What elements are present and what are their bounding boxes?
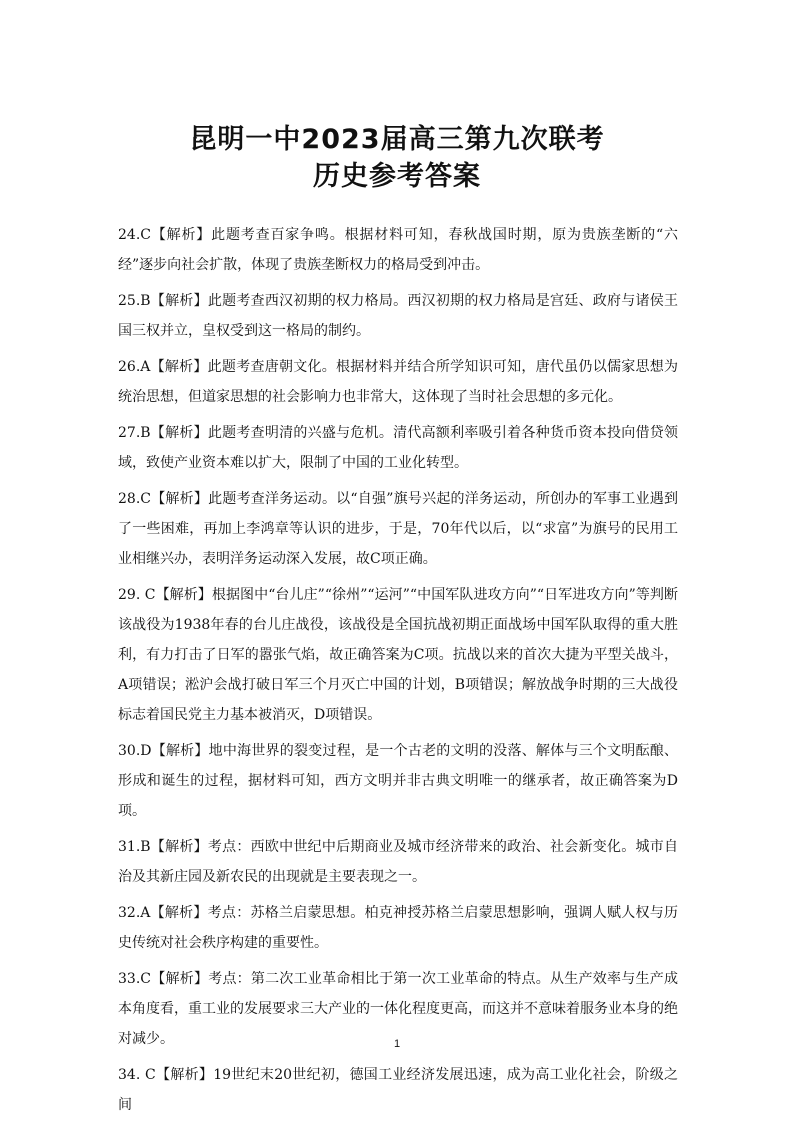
exam-title: 昆明一中2023届高三第九次联考 — [189, 124, 605, 155]
answer-26: 26.A【解析】此题考查唐朝文化。根据材料并结合所学知识可知，唐代虽仍以儒家思想为统治思想，但道家思想的社会影响力也非常大，这体现了当时社会思想的多元化。 — [118, 359, 678, 405]
answer-33: 33.C【解析】考点：第二次工业革命相比于第一次工业革命的特点。从生产效率与生产成本角度看，重工业的发展要求三大产业的一体化程度更高，而这并不意味着服务业本身的绝对减少。 — [118, 971, 678, 1047]
answer-28: 28.C【解析】此题考查洋务运动。以“自强”旗号兴起的洋务运动，所创办的军事工业遇到了一些困难，再加上李鸿章等认识的进步，于是，70年代以后，以“求富”为旗号的民用工业相继兴办，表明洋务运动深入发展，故C项正确。 — [118, 491, 678, 567]
answer-27: 27.B【解析】此题考查明清的兴盛与危机。清代高额利率吸引着各种货币资本投向借贷领域，致使产业资本难以扩大，限制了中国的工业化转型。 — [118, 425, 678, 471]
page-number: 1 — [393, 1038, 401, 1050]
exam-subtitle: 历史参考答案 — [313, 161, 481, 192]
answer-34: 34. C【解析】19世纪末20世纪初，德国工业经济发展迅速，成为高工业化社会，阶级之间 — [118, 1067, 678, 1113]
answer-29: 29. C【解析】根据图中“台儿庄”“徐州”“运河”“中国军队进攻方向”“日军进攻方向”等判断该战役为1938年春的台儿庄战役，该战役是全国抗战初期正面战场中国军队取得的重大胜利，有力打击了日军的嚣张气焰，故正确答案为C项。抗战以来的首次大捷为平型关战斗，A项错误；淞沪会战打破日军三个月灭亡中国的计划，B项错误；解放战争时期的三大战役标志着国民党主力基本被消灭，D项错误。 — [118, 587, 678, 723]
answer-25: 25.B【解析】此题考查西汉初期的权力格局。西汉初期的权力格局是宫廷、政府与诸侯王国三权并立，皇权受到这一格局的制约。 — [118, 293, 678, 339]
answer-31: 31.B【解析】考点：西欧中世纪中后期商业及城市经济带来的政治、社会新变化。城市自治及其新庄园及新农民的出现就是主要表现之一。 — [118, 839, 678, 885]
answer-24: 24.C【解析】此题考查百家争鸣。根据材料可知，春秋战国时期，原为贵族垄断的“六经”逐步向社会扩散，体现了贵族垄断权力的格局受到冲击。 — [118, 227, 678, 273]
answer-32: 32.A【解析】考点：苏格兰启蒙思想。柏克神授苏格兰启蒙思想影响，强调人赋人权与历史传统对社会秩序构建的重要性。 — [118, 905, 678, 951]
answer-30: 30.D【解析】地中海世界的裂变过程，是一个古老的文明的没落、解体与三个文明酝酿、形成和诞生的过程，据材料可知，西方文明并非古典文明唯一的继承者，故正确答案为D 项。 — [118, 743, 678, 819]
answer-list — [118, 220, 678, 1126]
